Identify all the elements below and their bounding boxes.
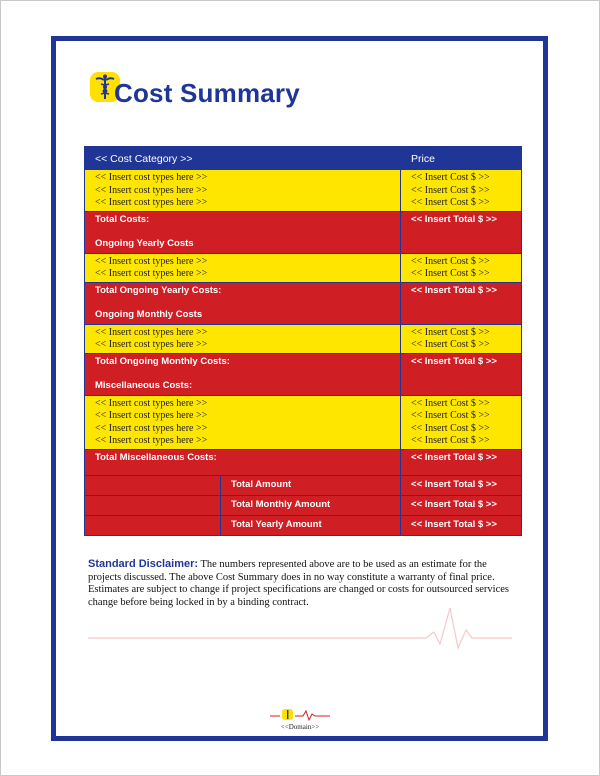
summary-label: Total Yearly Amount (221, 515, 401, 535)
cost-item: << Insert cost types here >> (95, 255, 208, 267)
initial-items-row (85, 170, 522, 212)
cost-item: << Insert cost types here >> (95, 422, 208, 434)
cost-price: << Insert Cost $ >> (411, 184, 490, 196)
page-title: Cost Summary (114, 78, 300, 108)
summary-value: << Insert Total $ >> (401, 515, 522, 535)
summary-label: Total Amount (221, 475, 401, 495)
heartbeat-line-icon (88, 604, 512, 650)
cost-item: << Insert cost types here >> (95, 339, 208, 350)
total-misc-label: Total Miscellaneous Costs: (95, 451, 217, 463)
standard-disclaimer (88, 558, 520, 609)
header-cost-category: << Cost Category >> (85, 147, 401, 170)
total-misc-value: << Insert Total $ >> (411, 451, 497, 463)
cost-price: << Insert Cost $ >> (411, 197, 490, 208)
cost-price: << Insert Cost $ >> (411, 326, 490, 338)
misc-total-row (85, 449, 522, 475)
section-heading-monthly: Ongoing Monthly Costs (95, 308, 203, 320)
yearly-total-row (85, 282, 522, 324)
cost-item: << Insert cost types here >> (95, 172, 208, 183)
initial-prices-cell (401, 170, 522, 212)
cost-item: << Insert cost types here >> (95, 397, 208, 409)
cost-price: << Insert Cost $ >> (411, 268, 490, 279)
cost-price: << Insert Cost $ >> (411, 397, 490, 409)
summary-row (85, 475, 522, 495)
initial-items-cell (85, 170, 401, 212)
misc-items-row (85, 395, 522, 449)
monthly-total-row (85, 353, 522, 395)
cost-item: << Insert cost types here >> (95, 268, 208, 279)
total-yearly-label: Total Ongoing Yearly Costs: (95, 284, 222, 296)
section-heading-yearly: Ongoing Yearly Costs (95, 237, 194, 249)
footer-domain: <<Domain>> (280, 723, 320, 731)
monthly-items-row (85, 324, 522, 353)
cost-price: << Insert Cost $ >> (411, 435, 490, 446)
total-monthly-value: << Insert Total $ >> (411, 355, 497, 367)
total-monthly-label: Total Ongoing Monthly Costs: (95, 355, 230, 367)
total-yearly-value: << Insert Total $ >> (411, 284, 497, 296)
disclaimer-label: Standard Disclaimer: (88, 558, 199, 570)
yearly-items-row (85, 253, 522, 282)
initial-total-row (85, 211, 522, 253)
cost-item: << Insert cost types here >> (95, 197, 208, 208)
summary-row (85, 515, 522, 535)
cost-price: << Insert Cost $ >> (411, 172, 490, 183)
summary-value: << Insert Total $ >> (401, 475, 522, 495)
cost-price: << Insert Cost $ >> (411, 422, 490, 434)
header-price: Price (401, 147, 522, 170)
summary-value: << Insert Total $ >> (401, 495, 522, 515)
section-heading-misc: Miscellaneous Costs: (95, 379, 193, 391)
cost-price: << Insert Cost $ >> (411, 339, 490, 350)
cost-item: << Insert cost types here >> (95, 184, 208, 196)
cost-price: << Insert Cost $ >> (411, 410, 490, 421)
cost-item: << Insert cost types here >> (95, 326, 208, 338)
cost-item: << Insert cost types here >> (95, 435, 208, 446)
disclaimer-text: The numbers represented above are to be used as an estimate for the projects discussed. The above Cost Summary does in no way constitute a warranty of final price. Estimates are subject to change if project specifications are changed or costs for outsourced services change before being locked in by a binding contract. (88, 559, 510, 608)
cost-price: << Insert Cost $ >> (411, 255, 490, 267)
cost-summary-table (84, 146, 522, 536)
total-costs-label: Total Costs: (95, 213, 150, 225)
total-costs-value: << Insert Total $ >> (411, 213, 497, 225)
cost-item: << Insert cost types here >> (95, 410, 208, 421)
footer-logo-icon (270, 708, 330, 722)
table-header-row (85, 147, 522, 170)
summary-row (85, 495, 522, 515)
summary-label: Total Monthly Amount (221, 495, 401, 515)
